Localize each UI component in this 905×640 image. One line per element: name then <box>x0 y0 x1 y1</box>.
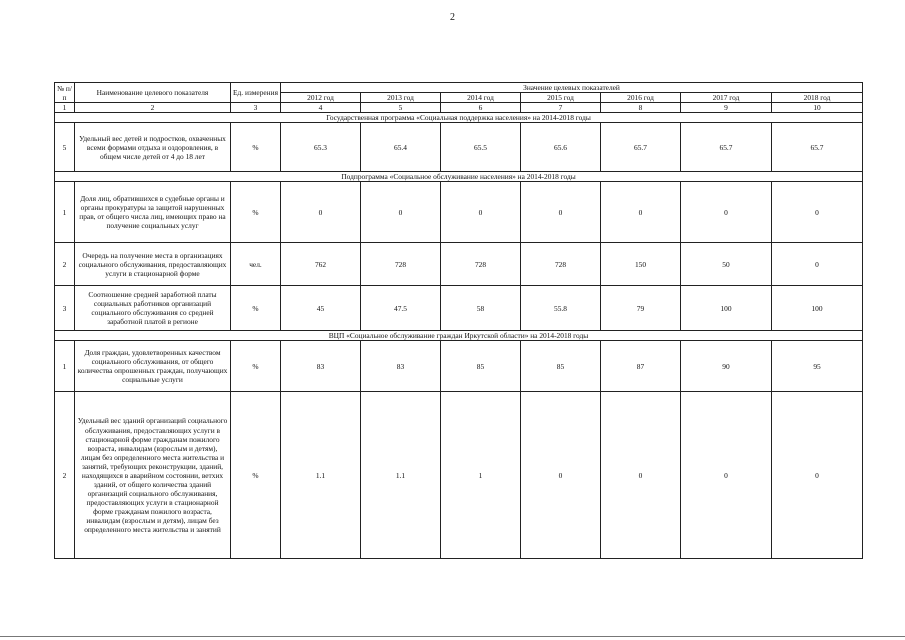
header-num: № п/п <box>55 83 75 103</box>
row-num: 1 <box>55 341 75 392</box>
row-value: 65.7 <box>681 123 772 172</box>
column-number: 10 <box>772 103 863 113</box>
row-value: 79 <box>601 286 681 331</box>
indicators-table <box>54 82 863 559</box>
row-name: Удельный вес зданий организаций социального обслуживания, предоставляющих услуги в стационарной форме гражданам пожилого возраста, инвалидам (взрослым и детям), лицам без определенного места жительства и занятий, требующих реконструкции, зданий, находящихся в аварийном состоянии, ветхих зданий, от общего количества зданий организаций социального обслуживания, предоставляющих услуги в стационарной форме гражданам пожилого возраста, инвалидам (взрослым и детям), лицам без определенного места жительства и занятий <box>75 392 231 559</box>
row-value: 728 <box>521 243 601 286</box>
column-number: 6 <box>441 103 521 113</box>
row-value: 0 <box>281 182 361 243</box>
row-unit: % <box>231 341 281 392</box>
row-value: 0 <box>772 392 863 559</box>
section-title: Государственная программа «Социальная поддержка населения» на 2014-2018 годы <box>55 113 863 123</box>
column-number: 8 <box>601 103 681 113</box>
table-row <box>55 286 863 331</box>
row-value: 85 <box>441 341 521 392</box>
row-value: 0 <box>772 243 863 286</box>
header-values-group: Значение целевых показателей <box>281 83 863 93</box>
row-num: 3 <box>55 286 75 331</box>
row-value: 0 <box>361 182 441 243</box>
section-title: ВЦП «Социальное обслуживание граждан Иркутской области» на 2014-2018 годы <box>55 331 863 341</box>
row-value: 0 <box>601 182 681 243</box>
table-row <box>55 392 863 559</box>
row-value: 83 <box>361 341 441 392</box>
row-value: 65.6 <box>521 123 601 172</box>
header-year: 2014 год <box>441 93 521 103</box>
row-value: 65.5 <box>441 123 521 172</box>
row-value: 0 <box>681 392 772 559</box>
row-value: 0 <box>681 182 772 243</box>
row-name: Удельный вес детей и подростков, охваченных всеми формами отдыха и оздоровления, в общем числе детей от 4 до 18 лет <box>75 123 231 172</box>
table-row <box>55 123 863 172</box>
row-num: 5 <box>55 123 75 172</box>
row-value: 1.1 <box>281 392 361 559</box>
header-year: 2017 год <box>681 93 772 103</box>
table-row <box>55 243 863 286</box>
row-unit: % <box>231 123 281 172</box>
row-value: 85 <box>521 341 601 392</box>
column-number: 1 <box>55 103 75 113</box>
page-number: 2 <box>450 12 455 23</box>
row-value: 65.7 <box>601 123 681 172</box>
row-value: 150 <box>601 243 681 286</box>
row-value: 100 <box>681 286 772 331</box>
row-value: 45 <box>281 286 361 331</box>
row-num: 2 <box>55 243 75 286</box>
column-number: 4 <box>281 103 361 113</box>
row-value: 728 <box>361 243 441 286</box>
section-row <box>55 172 863 182</box>
row-value: 65.4 <box>361 123 441 172</box>
table-row <box>55 341 863 392</box>
section-title: Подпрограмма «Социальное обслуживание населения» на 2014-2018 годы <box>55 172 863 182</box>
row-value: 0 <box>601 392 681 559</box>
header-year: 2013 год <box>361 93 441 103</box>
header-year: 2016 год <box>601 93 681 103</box>
row-value: 55.8 <box>521 286 601 331</box>
header-name: Наименование целевого показателя <box>75 83 231 103</box>
row-unit: % <box>231 392 281 559</box>
row-value: 50 <box>681 243 772 286</box>
header-year: 2015 год <box>521 93 601 103</box>
row-name: Доля граждан, удовлетворенных качеством социального обслуживания, от общего количества опрошенных граждан, получающих социальные услуги <box>75 341 231 392</box>
row-value: 0 <box>441 182 521 243</box>
column-number: 9 <box>681 103 772 113</box>
row-value: 90 <box>681 341 772 392</box>
row-value: 762 <box>281 243 361 286</box>
table-row <box>55 182 863 243</box>
row-value: 95 <box>772 341 863 392</box>
column-number: 7 <box>521 103 601 113</box>
row-value: 0 <box>521 182 601 243</box>
header-year: 2018 год <box>772 93 863 103</box>
row-name: Доля лиц, обратившихся в судебные органы и органы прокуратуры за защитой нарушенных прав, от общего числа лиц, имеющих право на получение социальных услуг <box>75 182 231 243</box>
row-unit: чел. <box>231 243 281 286</box>
row-value: 1.1 <box>361 392 441 559</box>
section-row <box>55 113 863 123</box>
row-num: 2 <box>55 392 75 559</box>
header-year: 2012 год <box>281 93 361 103</box>
row-value: 83 <box>281 341 361 392</box>
header-unit: Ед. измерения <box>231 83 281 103</box>
row-value: 65.7 <box>772 123 863 172</box>
column-number: 3 <box>231 103 281 113</box>
section-row <box>55 331 863 341</box>
row-num: 1 <box>55 182 75 243</box>
row-value: 0 <box>521 392 601 559</box>
row-value: 728 <box>441 243 521 286</box>
row-unit: % <box>231 182 281 243</box>
column-number: 2 <box>75 103 231 113</box>
column-numbers-row <box>55 103 863 113</box>
row-name: Очередь на получение места в организациях социального обслуживания, предоставляющих услуги в стационарной форме <box>75 243 231 286</box>
row-unit: % <box>231 286 281 331</box>
header-row <box>55 83 863 93</box>
row-value: 47.5 <box>361 286 441 331</box>
row-value: 100 <box>772 286 863 331</box>
row-value: 65.3 <box>281 123 361 172</box>
row-value: 1 <box>441 392 521 559</box>
row-name: Соотношение средней заработной платы социальных работников организаций социального обслуживания со средней заработной платой в регионе <box>75 286 231 331</box>
row-value: 87 <box>601 341 681 392</box>
row-value: 0 <box>772 182 863 243</box>
row-value: 58 <box>441 286 521 331</box>
column-number: 5 <box>361 103 441 113</box>
page-bottom-edge <box>0 636 905 637</box>
